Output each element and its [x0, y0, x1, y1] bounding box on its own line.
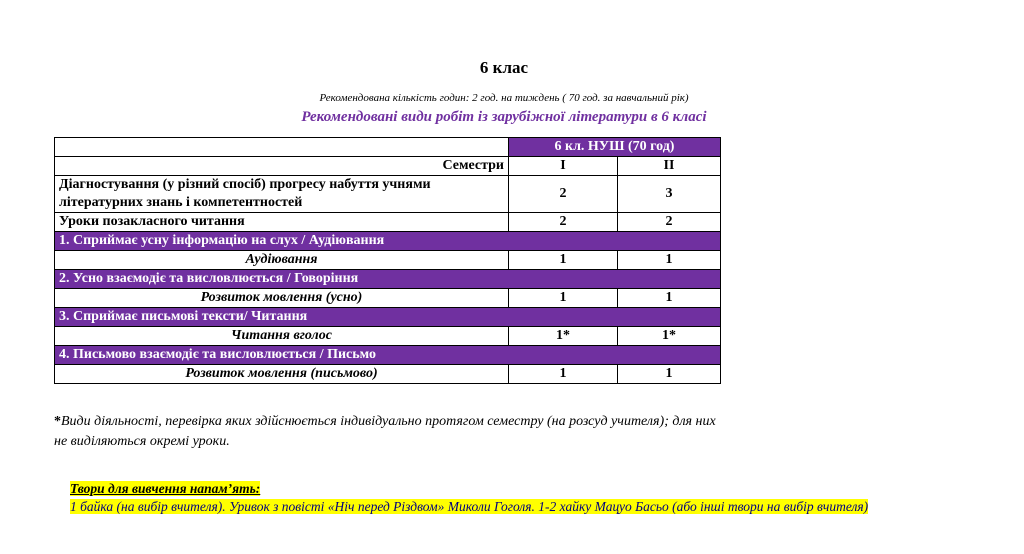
semester-1-label: I [509, 157, 618, 176]
work-types-table [54, 137, 721, 384]
table-corner-cell [55, 138, 509, 157]
section-item-reading: Читання вголос [55, 327, 509, 346]
section-title-writing: 4. Письмово взаємодіє та висловлюється / Письмо [55, 346, 721, 365]
section-item-speaking: Розвиток мовлення (усно) [55, 289, 509, 308]
row-label-diagnostics: Діагностування (у різний спосіб) прогресу набуття учнями літературних знань і компетентностей [55, 176, 509, 213]
footnote-text: Види діяльності, перевірка яких здійснюється індивідуально протягом семестру (на розсуд учителя); для них не виділяються окремі уроки. [54, 414, 716, 449]
semesters-label: Семестри [55, 157, 509, 176]
row-value-sem2: 1 [618, 251, 721, 270]
row-value-sem2: 1 [618, 365, 721, 384]
row-value-sem2: 2 [618, 213, 721, 232]
section-title-reading: 3. Сприймає письмові тексти/ Читання [55, 308, 721, 327]
hours-subtitle: Рекомендована кількість годин: 2 год. на тиждень ( 70 год. за навчальний рік) [319, 92, 689, 104]
page-title: 6 клас [479, 58, 529, 77]
row-value-sem1: 2 [509, 213, 618, 232]
footnote [54, 412, 724, 452]
row-value-sem1: 1 [509, 251, 618, 270]
row-value-sem1: 1 [509, 289, 618, 308]
section-title-speaking: 2. Усно взаємодіє та висловлюється / Говоріння [55, 270, 721, 289]
row-value-sem1: 1 [509, 365, 618, 384]
table-header-grade: 6 кл. НУШ (70 год) [509, 138, 721, 157]
row-label-extracurricular: Уроки позакласного читання [55, 213, 509, 232]
section-heading: Рекомендовані види робіт із зарубіжної літератури в 6 класі [301, 109, 707, 125]
section-title-listening: 1. Сприймає усну інформацію на слух / Аудіювання [55, 232, 721, 251]
works-title: Твори для вивчення напам’ять: [70, 481, 261, 496]
works-text: 1 байка (на вибір вчителя). Уривок з повісті «Ніч перед Різдвом» Миколи Гоголя. 1-2 хайку Мацуо Басьо (або інші твори на вибір вчителя) [70, 499, 869, 514]
row-value-sem2: 1* [618, 327, 721, 346]
section-item-writing: Розвиток мовлення (письмово) [55, 365, 509, 384]
row-value-sem1: 2 [509, 176, 618, 213]
row-value-sem2: 3 [618, 176, 721, 213]
semester-2-label: II [618, 157, 721, 176]
memorization-works [70, 480, 1015, 516]
section-item-listening: Аудіювання [55, 251, 509, 270]
row-value-sem1: 1* [509, 327, 618, 346]
footnote-star: * [54, 414, 61, 429]
row-value-sem2: 1 [618, 289, 721, 308]
